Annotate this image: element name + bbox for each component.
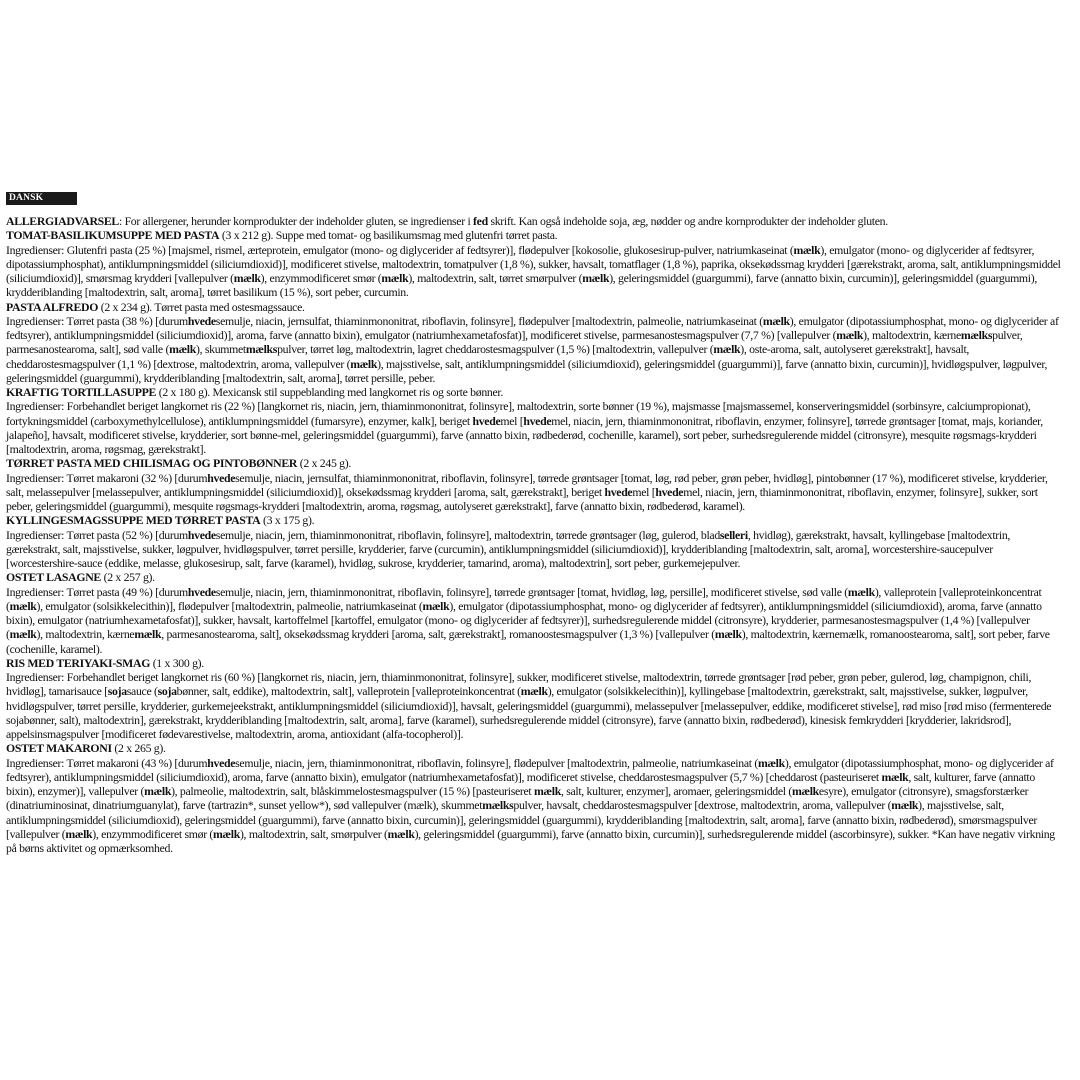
allergen-highlight: mælk (582, 271, 610, 285)
product-title-line (6, 228, 1066, 242)
allergen-highlight: mælk (213, 826, 240, 841)
allergen-highlight: mælk (65, 826, 93, 841)
product-meta: (2 x 257 g). (100, 570, 155, 585)
product-ingredients: Ingredienser: Tørret pasta (38 %) [durumhvedesemulje, niacin, jernsulfat, thiaminmononitrat, riboflavin, folinsyre], flødepulver [maltodextrin, palmeolie, natriumkaseinat (mælk), emulgator (dipotassiumphosphat, mono- og diglycerider af fedtsyrer), antiklumpningsmiddel (siliciumdioxid)], aroma, farve (annatto bixin), emulgator (natriumhexametafosfat)], modificeret stivelse, parmesanostesmagspulver (7,7 %) [vallepulver (mælk), maltodextrin, kærnemælkspulver, parmesanostearoma, salt], sød valle (mælk), skummetmælkspulver, tørret løg, maltodextrin, lagret cheddarostesmagspulver (1,5 %) [maltodextrin, vallepulver (mælk), oste-aroma, salt, autolyseret gærekstrakt], havsalt, cheddarostesmagspulver (1,1 %) [dextrose, maltodextrin, aroma, vallepulver (mælk), majsstivelse, salt, antiklumpningsmiddel (siliciumdioxid), geleringsmiddel (guargummi)], farve (annatto bixin, curcumin)], hvidløgspulver, løgpulver, geleringsmiddel (guargummi), krydderiblanding [maltodextrin, salt, aroma], tørret persille, peber. (6, 313, 1059, 385)
allergen-highlight: mælk (169, 342, 196, 357)
allergen-highlight: hvede (207, 470, 236, 485)
product-title: KYLLINGESMAGSSUPPE MED TØRRET PASTA (6, 513, 261, 528)
product-title-line (6, 513, 1066, 527)
product-title: OSTET MAKARONI (6, 741, 112, 756)
product-ingredients: Ingredienser: Tørret pasta (52 %) [durumhvedesemulje, niacin, jern, thiaminmononitrat, riboflavin, folinsyre], maltodextrin, tørrede grøntsager (løg, gulerod, bladselleri, hvidløg), gærekstrakt, havsalt, kyllingebase [maltodextrin, gærekstrakt, salt, majsstivelse, sukker, løgpulver, hvidløgspulver, tørret persille, krydderier, farve (curcumin), antiklumpningsmiddel (siliciumdioxid)], krydderiblanding [maltodextrin, salt, aroma], worcestershire-saucepulver [worcestershire-sauce (eddike, melasse, glukosesirup, salt, farve (karamel), hvidløg, sukrose, krydderier, tamarind, aroma), maltodextrin], sort peber, gurkemejepulver. (6, 527, 1011, 570)
allergen-highlight: mælk (792, 784, 819, 798)
allergen-highlight: mælk (836, 328, 864, 342)
allergen-highlight: mælk (881, 769, 909, 784)
product-title-line (6, 656, 1066, 670)
product-title: PASTA ALFREDO (6, 299, 99, 314)
product-ingredients: Ingredienser: Forbehandlet beriget langkornet ris (22 %) [langkornet ris, niacin, jern, thiaminmononitrat, folinsyre], maltodextrin, sorte bønner (19 %), majsmasse [majsmassemel, konserveringsmiddel (sorbinsyre, calciumpropionat), fortykningsmiddel (carboxymethylcellulose), antiklumpningsmiddel (fumarsyre), enzymer, kalk], beriget hvedemel [hvedemel, niacin, jern, thiaminmononitrat, riboflavin, enzymer, folinsyre], tørrede grøntsager [tomat, majs, koriander, jalapeño], havsalt, modificeret stivelse, krydderier, sort bønne-mel, geleringsmiddel (guargummi), farve (annatto bixin, rødbederød, cochenille, karamel), sort peber, surhedsregulerende middel (citronsyre), mesquite røgsmags-krydderi [maltodextrin, aroma, røgsmag, gærekstrakt]. (6, 399, 1043, 456)
product-title-line (6, 570, 1066, 584)
allergen-highlight: soja (157, 684, 177, 699)
allergen-highlight: hvede (187, 527, 216, 542)
allergen-highlight: mælk (713, 342, 741, 357)
allergen-highlight: mælk (381, 271, 409, 285)
product-title: KRAFTIG TORTILLASUPPE (6, 385, 157, 399)
allergen-highlight: mælk (134, 627, 162, 642)
allergy-text-2: skrift. Kan også indeholde soja, æg, nødder og andre kornprodukter der indeholder gluten. (487, 214, 888, 228)
product-meta: (3 x 212 g). Suppe med tomat- og basilikumsmag med glutenfri tørret pasta. (219, 228, 558, 243)
allergen-highlight: mælks (482, 798, 514, 813)
product-title: RIS MED TERIYAKI-SMAG (6, 655, 151, 670)
product-meta: (2 x 234 g). Tørret pasta med ostesmagssauce. (98, 299, 305, 314)
product-meta: (2 x 245 g). (297, 456, 351, 471)
allergen-highlight: mælk (9, 627, 37, 642)
allergen-highlight: hvede (472, 413, 501, 428)
allergy-warning (6, 214, 1066, 228)
allergen-highlight: mælk (387, 826, 415, 841)
allergy-text: : For allergener, herunder kornprodukter der indeholder gluten, se ingredienser i (118, 214, 474, 228)
product-ingredients: Ingredienser: Tørret makaroni (32 %) [durumhvedesemulje, niacin, jernsulfat, thiaminmononitrat, riboflavin, folinsyre], tørrede grøntsager [tomat, løg, rød peber, grøn peber, hvidløg], pintobønner (17 %), modificeret stivelse, krydderier, salt, melassepulver [melassepulver, antiklumpningsmiddel (siliciumdioxid)], oksekødssmag krydderi [aroma, salt, gærekstrakt], beriget hvedemel [hvedemel, niacin, jern, thiaminmononitrat, riboflavin, enzymer, folinsyre], sukker, sort peber, geleringsmiddel (guargummi), mesquite røgsmags-krydderi [maltodextrin, aroma, røgsmag, autolyseret gærekstrakt], farve (annatto bixin, rødbederød, karamel). (6, 470, 1048, 513)
allergen-highlight: mælk (793, 242, 821, 257)
allergen-highlight: mælk (9, 598, 37, 613)
language-label: DANSK (6, 192, 77, 205)
allergen-highlight: mælks (960, 328, 993, 342)
allergen-highlight: mælk (422, 598, 450, 613)
product-meta: (1 x 300 g). (150, 655, 204, 670)
product-title-line (6, 300, 1066, 314)
allergen-highlight: mælk (762, 313, 790, 328)
product-meta: (2 x 265 g). (111, 741, 166, 756)
allergen-highlight: mælk (757, 755, 785, 770)
allergen-highlight: mælk (891, 798, 919, 813)
allergen-highlight: mælk (520, 684, 548, 699)
allergen-highlight: mælk (350, 356, 378, 371)
product-title: OSTET LASAGNE (6, 570, 101, 585)
ingredient-document (6, 214, 1066, 855)
allergy-heading: ALLERGIADVARSEL (6, 214, 119, 228)
product-title: TØRRET PASTA MED CHILISMAG OG PINTOBØNNER (6, 456, 298, 471)
allergen-highlight: mælk (144, 784, 172, 798)
allergen-highlight: hvede (523, 413, 552, 428)
allergen-highlight: hvede (604, 484, 633, 499)
allergen-highlight: mælks (245, 342, 278, 357)
allergen-highlight: mælk (714, 627, 742, 642)
product-title-line (6, 385, 1066, 399)
product-ingredients: Ingredienser: Tørret pasta (49 %) [durumhvedesemulje, niacin, jern, thiaminmononitrat, riboflavin, folinsyre], tørrede grøntsager [tomat, hvidløg, løg, persille], modificeret stivelse, sød valle (mælk), valleprotein [valleproteinkoncentrat (mælk), emulgator (solsikkelecithin)], flødepulver [maltodextrin, palmeolie, natriumkaseinat (mælk), emulgator (dipotassiumphosphat, mono- og diglycerider af fedtsyrer), antiklumpningsmiddel (siliciumdioxid), aroma, farve (annatto bixin), emulgator (natriumhexametafosfat)], sukker, havsalt, kartoffelmel [kartoffel, emulgator (mono- og diglycerider af fedtsyrer)], surhedsregulerende middel (citronsyre), krydderier, parmesanostesmagspulver (1,4 %) [vallepulver (mælk), maltodextrin, kærnemælk, parmesanostearoma, salt], oksekødssmag krydderi [aroma, salt, gærekstrakt], romanoostesmagspulver (1,3 %) [vallepulver (mælk), maltodextrin, kærnemælk, romanoostearoma, salt], sort peber, farve (cochenille, karamel). (6, 584, 1050, 656)
product-ingredients: Ingredienser: Tørret makaroni (43 %) [durumhvedesemulje, niacin, jern, thiaminmononitrat, riboflavin, folinsyre], flødepulver [maltodextrin, palmeolie, natriumkaseinat (mælk), emulgator (dipotassiumphosphat, mono- og diglycerider af fedtsyrer), antiklumpningsmiddel (siliciumdioxid), aroma, farve (annatto bixin), emulgator (natriumhexametafosfat)], modificeret stivelse, cheddarostesmagspulver (5,7 %) [cheddarost (pasteuriseret mælk, salt, kulturer, farve (annatto bixin), enzymer)], vallepulver (mælk), palmeolie, maltodextrin, salt, blåskimmelostesmagspulver (15 %) [pasteuriseret mælk, salt, kulturer, enzymer], aromaer, geleringsmiddel (mælkesyre), emulgator (citronsyre), smagsforstærker (dinatriuminosinat, dinatriumguanylat), farve (tartrazin*, sunset yellow*), sød vallepulver (mælk), skummetmælkspulver, havsalt, cheddarostesmagspulver [dextrose, maltodextrin, aroma, vallepulver (mælk), majsstivelse, salt, antiklumpningsmiddel (siliciumdioxid), geleringsmiddel (guargummi), farve (annatto bixin, curcumin)], geleringsmiddel (guargummi), krydderiblanding [maltodextrin, salt, aroma], farve (annatto bixin, rødbederød), smørsmagspulver [vallepulver (mælk), enzymmodificeret smør (mælk), maltodextrin, salt, smørpulver (mælk), geleringsmiddel (guargummi), farve (annatto bixin, curcumin)], surhedsregulerende middel (ascorbinsyre), sukker. *Kan have negativ virkning på børns aktivitet og opmærksomhed. (6, 755, 1055, 855)
product-meta: (2 x 180 g). Mexicansk stil suppeblanding med langkornet ris og sorte bønner. (156, 385, 504, 399)
allergen-highlight: hvede (207, 755, 236, 770)
product-ingredients: Ingredienser: Forbehandlet beriget langkornet ris (60 %) [langkornet ris, niacin, jern, thiaminmononitrat, folinsyre], sukker, modificeret stivelse, maltodextrin, tørrede grøntsager [rød peber, grøn peber, gulerod, løg, champignon, chili, hvidløg], tamarisauce [sojasauce (sojabønner, salt, eddike), maltodextrin, salt], valleprotein [valleproteinkoncentrat (mælk), emulgator (solsikkelecithin)], kyllingebase [maltodextrin, gærekstrakt, salt, majsstivelse, sukker, løgpulver, hvidløgspulver, tørret persille, krydderier, gurkemejeekstrakt, antiklumpningsmiddel (siliciumdioxid)], havsalt, geleringsmiddel (guargummi), melassepulver [melassepulver, eddike, modificeret stivelse], rød miso [rød miso (fermenterede sojabønner, salt), maltodextrin], gærekstrakt, krydderiblanding [maltodextrin, salt, aroma], farve (karamel), surhedsregulerende middel (citronsyre), farve (annatto bixin, rødbederød), kinesisk femkrydderi [krydderier, lakridsrod], appelsinsmagspulver [modificeret fødevarestivelse, maltodextrin, aroma, antioxidant (alfa-tocopherol)]. (6, 670, 1052, 741)
allergen-highlight: mælk (847, 584, 875, 599)
allergen-highlight: mælk (233, 271, 261, 285)
product-ingredients: Ingredienser: Glutenfri pasta (25 %) [majsmel, rismel, ærteprotein, emulgator (mono- og diglycerider af fedtsyrer)], flødepulver [kokosolie, glukosesirup-pulver, natriumkaseinat (mælk), emulgator (mono- og diglycerider af fedtsyrer, dipotassiumphosphat), antiklumpningsmiddel (siliciumdioxid)], modificeret stivelse, maltodextrin, tomatpulver (1,8 %), sukker, havsalt, tomatflager (1,8 %), paprika, oksekødssmag krydderi [gærekstrakt, aroma, salt, antiklumpningsmiddel (siliciumdioxid)], smørsmag krydderi [vallepulver (mælk), enzymmodificeret smør (mælk), maltodextrin, salt, tørret smørpulver (mælk), geleringsmiddel (guargummi), farve (annatto bixin, curcumin)], geleringsmiddel (guargummi), krydderiblanding [maltodextrin, salt, aroma], tørret basilikum (15 %), sort peber, curcumin. (6, 242, 1061, 300)
product-title-line (6, 456, 1066, 470)
allergen-highlight: selleri (719, 527, 748, 542)
allergen-highlight: hvede (655, 484, 684, 499)
allergen-highlight: soja (107, 684, 127, 699)
allergen-highlight: mælk (534, 784, 561, 798)
product-meta: (3 x 175 g). (260, 513, 315, 528)
allergen-highlight: hvede (187, 313, 216, 328)
allergen-highlight: hvede (187, 584, 216, 599)
allergy-bold-word: fed (473, 214, 488, 228)
product-title-line (6, 741, 1066, 755)
product-title: TOMAT-BASILIKUMSUPPE MED PASTA (6, 228, 220, 243)
